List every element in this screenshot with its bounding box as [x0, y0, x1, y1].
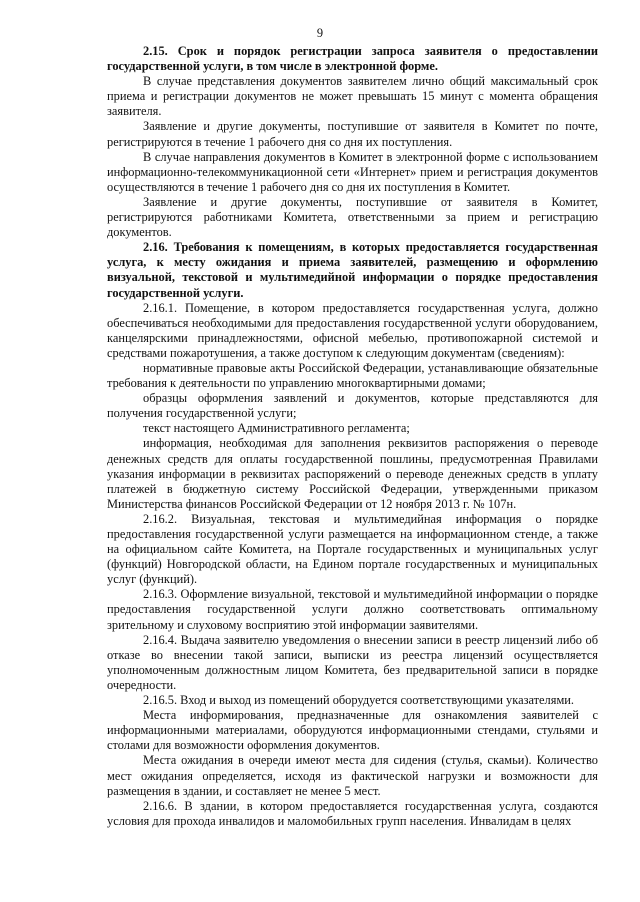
- section-heading-2-16: 2.16. Требования к помещениям, в которых предоставляется государственная услуга, к месту ожидания и приема заявителей, размещению и оформлению визуальной, текстовой и мультимедийной информации о порядке предоставления государственной услуги.: [107, 240, 598, 300]
- list-item: текст настоящего Административного регламента;: [143, 421, 410, 436]
- document-body: [107, 44, 598, 829]
- paragraph: Места ожидания в очереди имеют места для сидения (стулья, скамьи). Количество мест ожидания определяется, исходя из фактической нагрузки и возможности для размещения в здании, и составляет не менее 5 мест.: [107, 753, 598, 798]
- paragraph-2-16-6: 2.16.6. В здании, в котором предоставляется государственная услуга, создаются условия для прохода инвалидов и маломобильных групп населения. Инвалидам в целях: [107, 798, 598, 828]
- paragraph: В случае представления документов заявителем лично общий максимальный срок приема и регистрации документов не может превышать 15 минут с момента обращения заявителя.: [107, 74, 598, 119]
- paragraph-2-16-2: 2.16.2. Визуальная, текстовая и мультимедийная информация о порядке предоставления государственной услуги размещается на информационном стенде, а также на официальном сайте Комитета, на Портале государственных и муниципальных услуг (функций) Новгородской области, на Едином портале государственных и муниципальных услуг (функций).: [107, 511, 598, 587]
- paragraph: Заявление и другие документы, поступившие от заявителя в Комитет, регистрируются работниками Комитета, ответственными за прием и регистрацию документов.: [107, 194, 598, 240]
- paragraph: В случае направления документов в Комитет в электронной форме с использованием информационно-телекоммуникационной сети «Интернет» прием и регистрация документов осуществляются в течение 1 рабочего дня со дня их поступления в Комитет.: [107, 149, 598, 194]
- paragraph-2-16-1: 2.16.1. Помещение, в котором предоставляется государственная услуга, должно обеспечиваться необходимыми для предоставления государственной услуги оборудованием, канцелярскими принадлежностями, офисной мебелью, противопожарной системой и средствами пожаротушения, а также доступом к следующим документам (сведениям):: [107, 300, 598, 360]
- paragraph: Места информирования, предназначенные для ознакомления заявителей с информационными материалами, оборудуются информационными стендами, стульями и столами для возможности оформления документов.: [107, 708, 598, 753]
- list-item: образцы оформления заявлений и документов, которые представляются для получения государственной услуги;: [107, 391, 598, 421]
- list-item: информация, необходимая для заполнения реквизитов распоряжения о переводе денежных средств для оплаты государственной пошлины, предусмотренная Правилами указания информации в реквизитах распоряжений о переводе денежных средств в уплату платежей в бюджетную систему Российской Федерации, утвержденными приказом Министерства финансов Российской Федерации от 12 ноября 2013 г. № 107н.: [107, 436, 598, 511]
- paragraph-2-16-3: 2.16.3. Оформление визуальной, текстовой и мультимедийной информации о порядке предоставления государственной услуги должно соответствовать оптимальному зрительному и слуховому восприятию этой информации заявителями.: [107, 587, 598, 632]
- paragraph-2-16-5: 2.16.5. Вход и выход из помещений оборудуется соответствующими указателями.: [143, 693, 575, 708]
- paragraph-2-16-4: 2.16.4. Выдача заявителю уведомления о внесении записи в реестр лицензий либо об отказе во внесении такой записи, выписки из реестра лицензий осуществляется уполномоченным должностным лицом Комитета, без предварительной записи в порядке очередности.: [107, 632, 598, 692]
- list-item: нормативные правовые акты Российской Федерации, устанавливающие обязательные требования к деятельности по управлению многоквартирными домами;: [107, 360, 598, 391]
- page-number: 9: [316, 26, 324, 40]
- paragraph: Заявление и другие документы, поступившие от заявителя в Комитет по почте, регистрируются в течение 1 рабочего дня со дня их поступления.: [107, 119, 598, 149]
- section-heading-2-15: 2.15. Срок и порядок регистрации запроса заявителя о предоставлении государственной услуги, в том числе в электронной форме.: [107, 44, 598, 74]
